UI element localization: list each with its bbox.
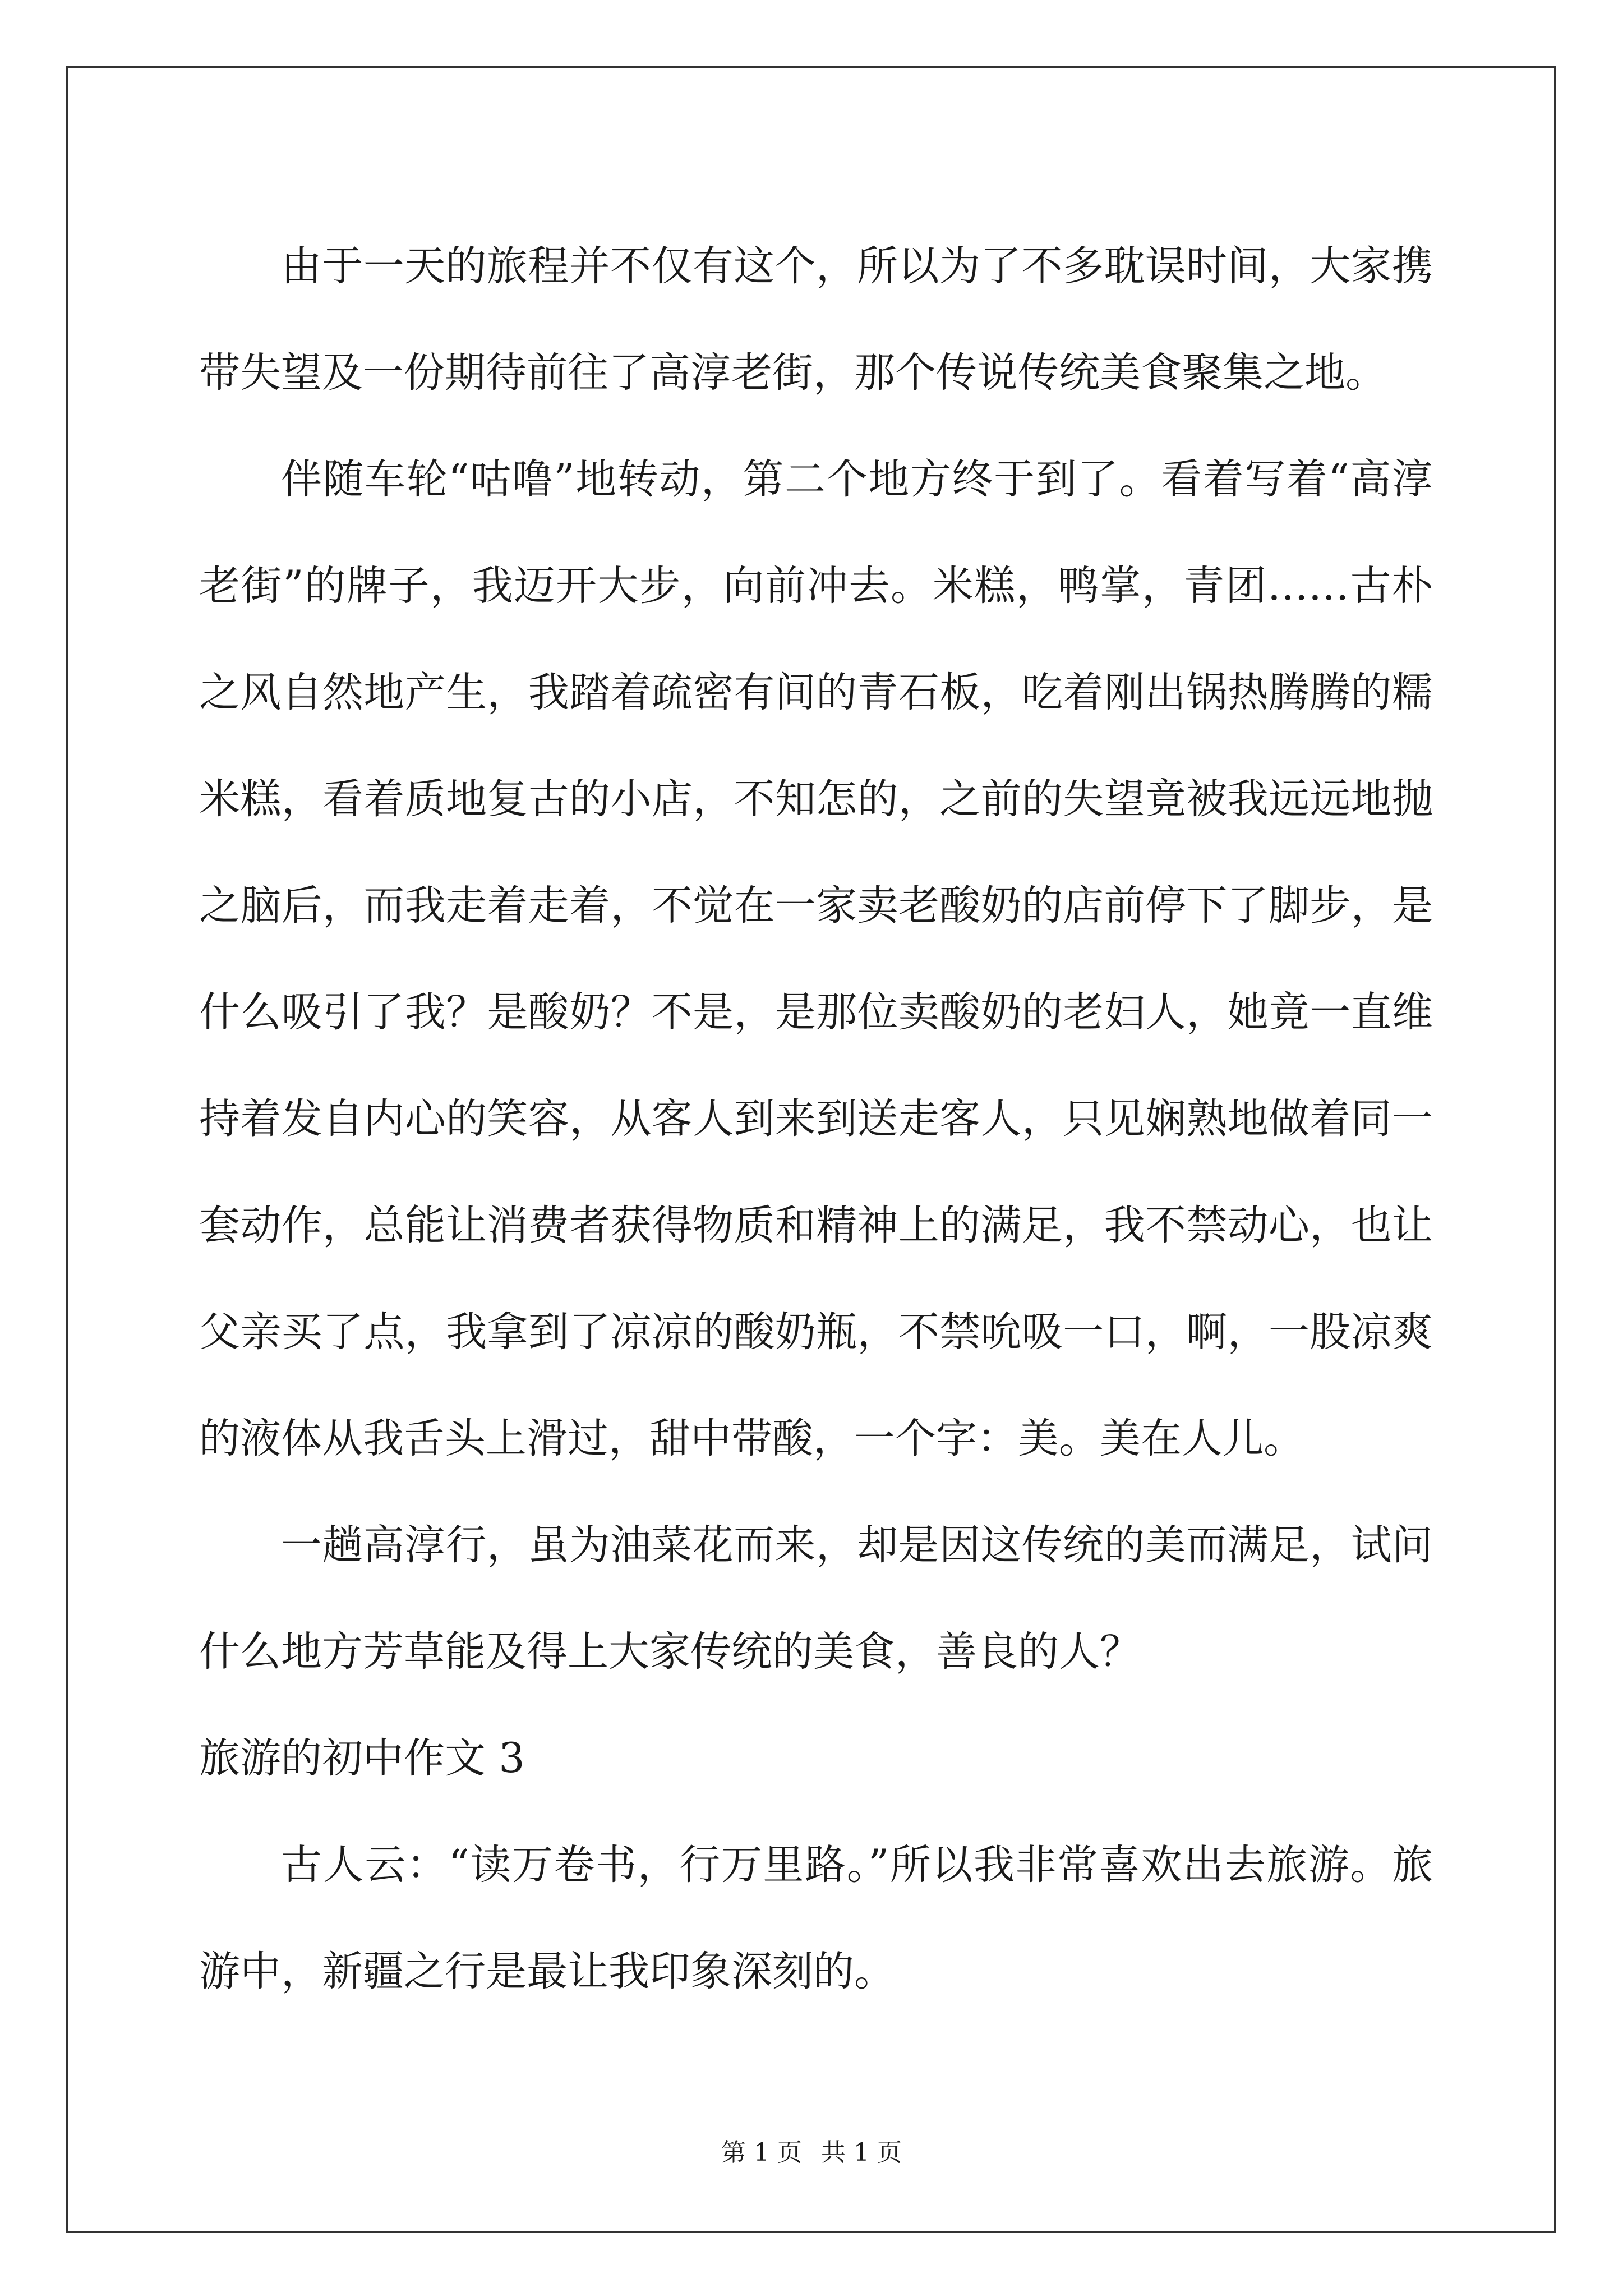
- page-number: 第 1 页: [721, 2138, 802, 2167]
- paragraph-4: 古人云：“读万卷书，行万里路。”所以我非常喜欢出去旅游。旅游中，新疆之行是最让我印象深刻的。: [199, 1841, 1433, 1995]
- page-total: 共 1 页: [821, 2138, 902, 2167]
- document-body: [199, 213, 1433, 2025]
- paragraph-3: 一趟高淳行，虽为油菜花而来，却是因这传统的美而满足，试问什么地方芳草能及得上大家传统的美食，善良的人？: [199, 1521, 1433, 1676]
- paragraph-2: 伴随车轮“咕噜”地转动，第二个地方终于到了。看着写着“高淳老街”的牌子，我迈开大步，向前冲去。米糕，鸭掌，青团……古朴之风自然地产生，我踏着疏密有间的青石板，吃着刚出锅热腾腾的糯米糕，看着质地复古的小店，不知怎的，之前的失望竟被我远远地抛之脑后，而我走着走着，不觉在一家卖老酸奶的店前停下了脚步，是什么吸引了我？是酸奶？不是，是那位卖酸奶的老妇人，她竟一直维持着发自内心的笑容，从客人到来到送走客人，只见娴熟地做着同一套动作，总能让消费者获得物质和精神上的满足，我不禁动心，也让父亲买了点，我拿到了凉凉的酸奶瓶，不禁吮吸一口，啊，一股凉爽的液体从我舌头上滑过，甜中带酸，一个字：美。美在人儿。: [199, 455, 1433, 1462]
- section-heading: 旅游的初中作文 3: [199, 1734, 525, 1782]
- paragraph-1: 由于一天的旅程并不仅有这个，所以为了不多耽误时间，大家携带失望及一份期待前往了高淳老街，那个传说传统美食聚集之地。: [199, 242, 1433, 397]
- page-footer: [0, 2136, 1623, 2170]
